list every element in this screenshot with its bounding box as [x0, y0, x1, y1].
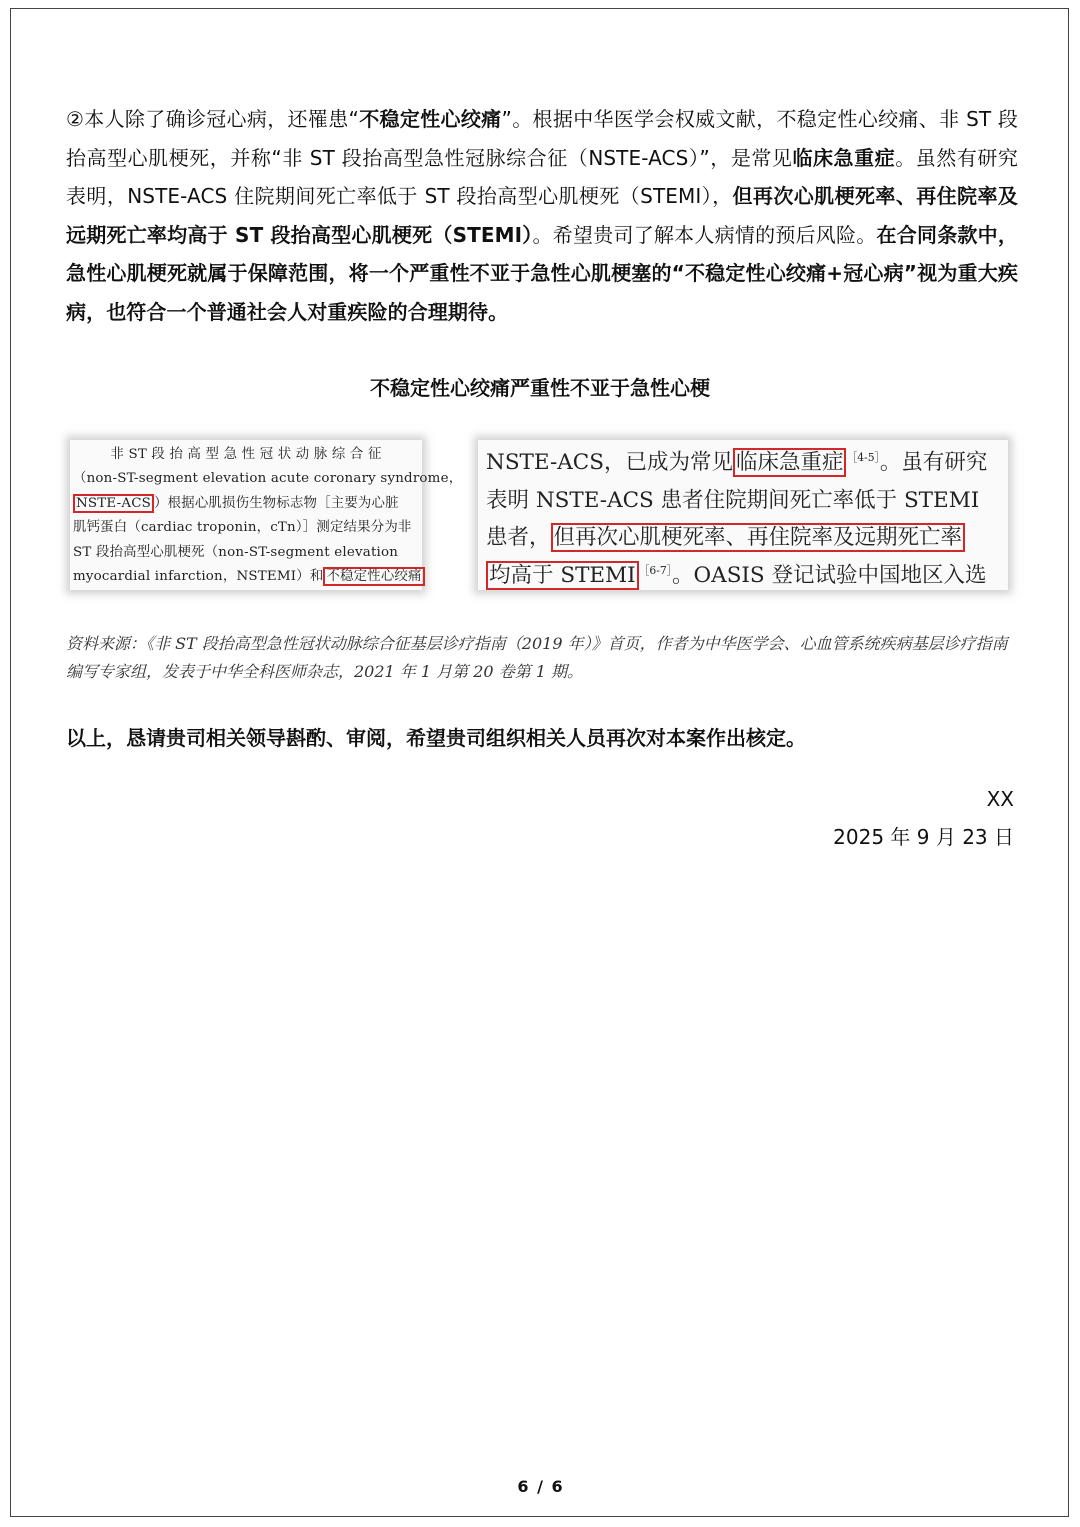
- signature-date: 2025 年 9 月 23 日: [833, 825, 1014, 849]
- right-excerpt-text: NSTE-ACS，已成为常见: [486, 450, 733, 475]
- highlight-box: 临床急重症: [733, 448, 847, 477]
- right-excerpt-text: 患者，: [486, 525, 551, 550]
- para-text-2: ”。根据中华医学会权威文献，不稳定性心绞痛、非 ST 段抬高型心肌梗死，并称“非 ST 段抬高型急性冠脉综合征（NSTE-ACS）”，是常见: [66, 107, 1018, 170]
- highlight-box: 但再次心肌梗死率、再住院率及远期死亡率: [551, 523, 966, 552]
- source-note: 资料来源：《非 ST 段抬高型急性冠状动脉综合征基层诊疗指南（2019 年）》首页，作者为中华医学会、心血管系统疾病基层诊疗指南编写专家组，发表于中华全科医师杂志，2021 年 1 月第 20 卷第 1 期。: [66, 634, 1008, 681]
- right-excerpt-line: [486, 519, 1002, 557]
- figure-title: 不稳定性心绞痛严重性不亚于急性心梗: [370, 376, 710, 400]
- left-excerpt-line: [73, 492, 419, 516]
- right-excerpt-line: 表明 NSTE-ACS 患者住院期间死亡率低于 STEMI: [486, 487, 980, 513]
- left-excerpt-line: （non-ST-segment elevation acute coronary syndrome，: [73, 471, 463, 487]
- left-excerpt-image: [70, 440, 463, 590]
- para-bold-contract: 在合同条款中，急性心肌梗死就属于保障范围，将一个严重性不亚于急性心肌梗塞的“不稳定性心绞痛+冠心病”视为重大疾病，也符合一个普通社会人对重疾险的合理期待。: [66, 222, 1018, 324]
- page-number: 6 / 6: [517, 1477, 563, 1496]
- right-excerpt-line: [486, 444, 1002, 482]
- para-bold-rates: 但再次心肌梗死率、再住院率及远期死亡率均高于 ST 段抬高型心肌梗死（STEMI）: [66, 184, 1018, 247]
- left-excerpt-line: ST 段抬高型心肌梗死（non-ST-segment elevation: [73, 544, 399, 560]
- left-excerpt-line: 肌钙蛋白（cardiac troponin，cTn）］测定结果分为非: [73, 520, 412, 536]
- right-excerpt-text: 。虽有研究: [879, 450, 988, 475]
- highlight-box: NSTE-ACS: [73, 494, 154, 513]
- closing-statement: 以上，恳请贵司相关领导斟酌、审阅，希望贵司组织相关人员再次对本案作出核定。: [66, 726, 806, 750]
- left-excerpt-text: ）根据心肌损伤生物标志物［主要为心脏: [154, 495, 399, 511]
- right-excerpt-text: 。OASIS 登记试验中国地区入选: [672, 562, 987, 588]
- highlight-box: 不稳定性心绞痛: [323, 567, 424, 586]
- para-text-3: 。虽然有研究表明，NSTE-ACS 住院期间死亡率低于 ST 段抬高型心肌梗死（STEMI），: [66, 145, 1019, 208]
- highlight-box: 均高于 STEMI: [486, 561, 639, 590]
- signature-name: XX: [986, 787, 1014, 811]
- para-bold-unstable-angina: 不稳定性心绞痛: [358, 107, 502, 131]
- right-excerpt-line: [486, 557, 1002, 595]
- para-bold-critical: 临床急重症: [792, 145, 896, 170]
- left-excerpt-line: [73, 565, 422, 589]
- para-text-4: 。希望贵司了解本人病情的预后风险。: [532, 222, 877, 247]
- citation-ref: ［4-5］: [846, 450, 880, 464]
- left-excerpt-text: myocardial infarction，NSTEMI）和: [73, 569, 324, 585]
- citation-ref: ［6-7］: [638, 563, 673, 577]
- left-excerpt-line: 非 ST 段 抬 高 型 急 性 冠 状 动 脉 综 合 征: [110, 447, 382, 462]
- body-paragraph: [66, 100, 1018, 331]
- para-text-1: ②本人除了确诊冠心病，还罹患“: [66, 107, 359, 131]
- right-excerpt-image: [478, 440, 1008, 590]
